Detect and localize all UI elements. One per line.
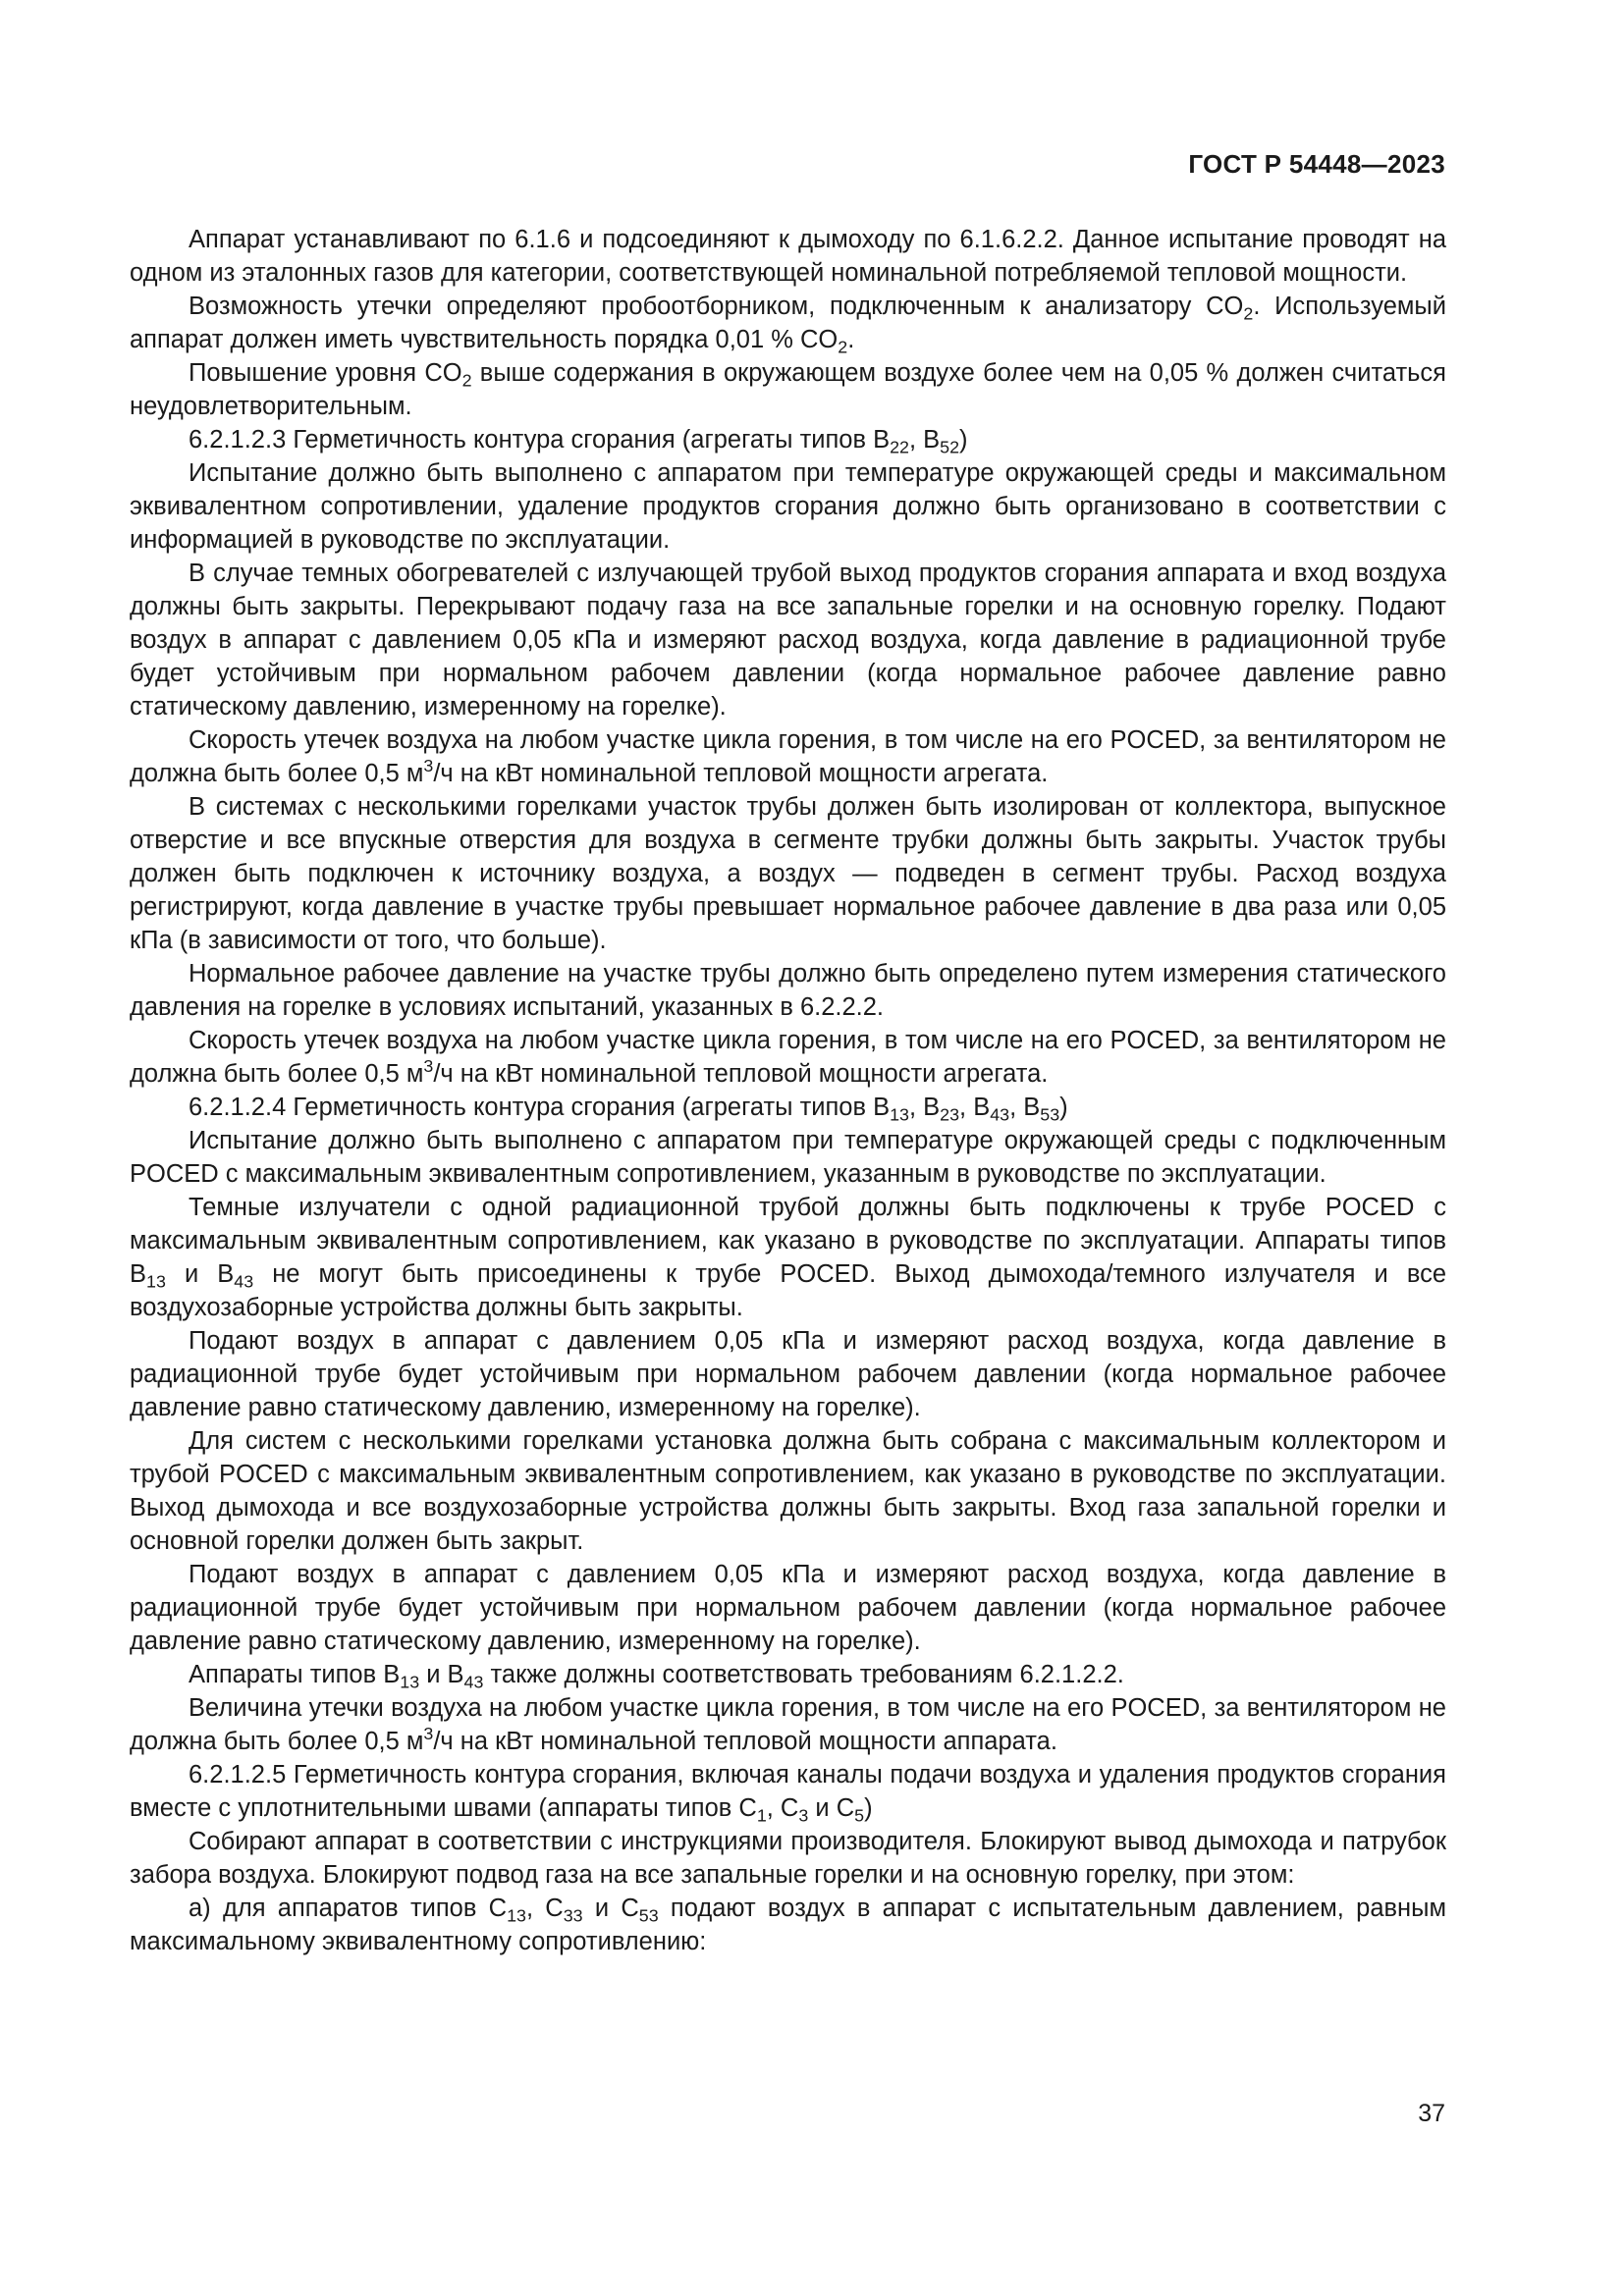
- text-run: , B: [908, 426, 941, 454]
- text-run: , C: [525, 1895, 564, 1922]
- text-run: Скорость утечек воздуха на любом участке цикла горения, в том числе на его POCED, за вентилятором не должна быть более 0,5 м: [130, 726, 1446, 787]
- subscript: 2: [838, 337, 848, 357]
- text-run: также должны соответствовать требованиям 6.2.1.2.2.: [483, 1661, 1124, 1688]
- subscript: 13: [146, 1271, 166, 1292]
- superscript: 3: [423, 1724, 434, 1744]
- paragraph: [130, 1758, 1446, 1825]
- subscript: 13: [890, 1104, 909, 1125]
- text-run: и B: [165, 1260, 235, 1288]
- subscript: 52: [940, 437, 960, 457]
- paragraph: [130, 1324, 1446, 1424]
- subscript: 3: [798, 1805, 809, 1826]
- paragraph: [130, 223, 1446, 290]
- paragraph: [130, 557, 1446, 723]
- text-run: Нормальное рабочее давление на участке трубы должно быть определено путем измерения статического давления на горелке в условиях испытаний, указанных в 6.2.2.2.: [130, 960, 1446, 1021]
- paragraph: [130, 456, 1446, 557]
- text-run: Возможность утечки определяют пробоотборником, подключенным к анализатору CO: [189, 293, 1244, 320]
- text-run: /ч на кВт номинальной тепловой мощности агрегата.: [433, 760, 1049, 787]
- subscript: 43: [463, 1672, 484, 1692]
- text-run: Аппарат устанавливают по 6.1.6 и подсоединяют к дымоходу по 6.1.6.2.2. Данное испытание проводят на одном из эталонных газов для категории, соответствующей номинальной потребляемой тепловой мощности.: [130, 226, 1446, 287]
- text-run: подают воздух в аппарат с испытательным давлением, равным максимальному эквивалентному сопротивлению:: [130, 1895, 1446, 1955]
- text-run: Испытание должно быть выполнено с аппаратом при температуре окружающей среды и максимальном эквивалентном сопротивлении, удаление продуктов сгорания должно быть организовано в соответствии с информацией в руководстве по эксплуатации.: [130, 459, 1446, 554]
- text-run: ): [1059, 1094, 1068, 1121]
- document-header: ГОСТ Р 54448—2023: [1188, 149, 1445, 179]
- paragraph: [130, 790, 1446, 957]
- text-run: Собирают аппарат в соответствии с инструкциями производителя. Блокируют вывод дымохода и патрубок забора воздуха. Блокируют подвод газа на все запальные горелки и на основную горелку, при этом:: [130, 1828, 1446, 1889]
- text-run: , B: [908, 1094, 941, 1121]
- paragraph: [130, 1024, 1446, 1091]
- text-run: , B: [1009, 1094, 1041, 1121]
- subscript: 33: [563, 1905, 583, 1926]
- paragraph: [130, 1892, 1446, 1958]
- subscript: 53: [1040, 1104, 1060, 1125]
- text-run: 6.2.1.2.4 Герметичность контура сгорания (агрегаты типов B: [189, 1094, 891, 1121]
- paragraph: [130, 1124, 1446, 1191]
- subscript: 22: [890, 437, 909, 457]
- subscript: 2: [461, 370, 472, 391]
- paragraph: [130, 1091, 1446, 1124]
- text-run: , C: [766, 1794, 799, 1822]
- paragraph: [130, 1691, 1446, 1758]
- text-run: . Используемый аппарат должен иметь чувствительность порядка 0,01 % CO: [130, 293, 1447, 353]
- text-run: ): [864, 1794, 873, 1822]
- paragraph: [130, 356, 1446, 423]
- page-number: 37: [1418, 2100, 1445, 2127]
- text-run: Темные излучатели с одной радиационной трубой должны быть подключены к трубе POCED с максимальным эквивалентным сопротивлением, как указано в руководстве по эксплуатации. Аппараты типов B: [130, 1194, 1446, 1288]
- paragraph: [130, 957, 1446, 1024]
- paragraph: [130, 1558, 1446, 1658]
- text-run: /ч на кВт номинальной тепловой мощности агрегата.: [433, 1060, 1049, 1088]
- text-run: ): [959, 426, 968, 454]
- paragraph: [130, 1658, 1446, 1691]
- text-run: /ч на кВт номинальной тепловой мощности аппарата.: [433, 1728, 1057, 1755]
- text-run: В случае темных обогревателей с излучающей трубой выход продуктов сгорания аппарата и вход воздуха должны быть закрыты. Перекрывают подачу газа на все запальные горелки и на основную горелку. Подают воздух в аппарат с давлением 0,05 кПа и измеряют расход воздуха, когда давление в радиационной трубе будет устойчивым при нормальном рабочем давлении (когда нормальное рабочее давление равно статическому давлению, измеренному на горелке).: [130, 560, 1446, 721]
- subscript: 43: [990, 1104, 1010, 1125]
- superscript: 3: [423, 1056, 434, 1077]
- text-run: Подают воздух в аппарат с давлением 0,05 кПа и измеряют расход воздуха, когда давление в радиационной трубе будет устойчивым при нормальном рабочем давлении (когда нормальное рабочее давление равно статическому давлению, измеренному на горелке).: [130, 1561, 1446, 1655]
- subscript: 23: [940, 1104, 960, 1125]
- paragraph: [130, 1825, 1446, 1892]
- text-run: Для систем с несколькими горелками установка должна быть собрана с максимальным коллектором и трубой POCED с максимальным эквивалентным сопротивлением, как указано в руководстве по эксплуатации. Выход дымохода и все воздухозаборные устройства должны быть закрыты. Вход газа запальной горелки и основной горелки должен быть закрыт.: [130, 1427, 1446, 1555]
- subscript: 43: [234, 1271, 254, 1292]
- text-run: выше содержания в окружающем воздухе более чем на 0,05 % должен считаться неудовлетворительным.: [130, 359, 1446, 420]
- paragraph: [130, 723, 1446, 790]
- document-body: [130, 223, 1446, 1958]
- text-run: В системах с несколькими горелками участок трубы должен быть изолирован от коллектора, выпускное отверстие и все впускные отверстия для воздуха в сегменте трубки должны быть закрыты. Участок трубы должен быть подключен к источнику воздуха, а воздух — подведен в сегмент трубы. Расход воздуха регистрируют, когда давление в участке трубы превышает нормальное рабочее давление в два раза или 0,05 кПа (в зависимости от того, что больше).: [130, 793, 1446, 954]
- subscript: 13: [400, 1672, 420, 1692]
- paragraph: [130, 1191, 1446, 1324]
- text-run: Повышение уровня CO: [189, 359, 462, 387]
- text-run: и C: [582, 1895, 639, 1922]
- paragraph: [130, 290, 1446, 356]
- paragraph: [130, 423, 1446, 456]
- text-run: Величина утечки воздуха на любом участке цикла горения, в том числе на его POCED, за вентилятором не должна быть более 0,5 м: [130, 1694, 1446, 1755]
- text-run: не могут быть присоединены к трубе POCED. Выход дымохода/темного излучателя и все воздухозаборные устройства должны быть закрыты.: [130, 1260, 1447, 1321]
- subscript: 13: [507, 1905, 526, 1926]
- text-run: и B: [419, 1661, 464, 1688]
- subscript: 2: [1243, 303, 1254, 324]
- text-run: Аппараты типов B: [189, 1661, 401, 1688]
- text-run: Испытание должно быть выполнено с аппаратом при температуре окружающей среды с подключенным POCED с максимальным эквивалентным сопротивлением, указанным в руководстве по эксплуатации.: [130, 1127, 1446, 1188]
- subscript: 53: [638, 1905, 659, 1926]
- text-run: и C: [808, 1794, 855, 1822]
- text-run: .: [847, 326, 855, 353]
- subscript: 5: [854, 1805, 865, 1826]
- superscript: 3: [423, 756, 434, 776]
- subscript: 1: [756, 1805, 767, 1826]
- text-run: а) для аппаратов типов C: [189, 1895, 508, 1922]
- paragraph: [130, 1424, 1446, 1558]
- text-run: Скорость утечек воздуха на любом участке цикла горения, в том числе на его POCED, за вентилятором не должна быть более 0,5 м: [130, 1027, 1446, 1088]
- text-run: 6.2.1.2.3 Герметичность контура сгорания (агрегаты типов B: [189, 426, 891, 454]
- text-run: 6.2.1.2.5 Герметичность контура сгорания, включая каналы подачи воздуха и удаления продуктов сгорания вместе с уплотнительными швами (аппараты типов C: [130, 1761, 1446, 1822]
- text-run: , B: [959, 1094, 991, 1121]
- text-run: Подают воздух в аппарат с давлением 0,05 кПа и измеряют расход воздуха, когда давление в радиационной трубе будет устойчивым при нормальном рабочем давлении (когда нормальное рабочее давление равно статическому давлению, измеренному на горелке).: [130, 1327, 1446, 1421]
